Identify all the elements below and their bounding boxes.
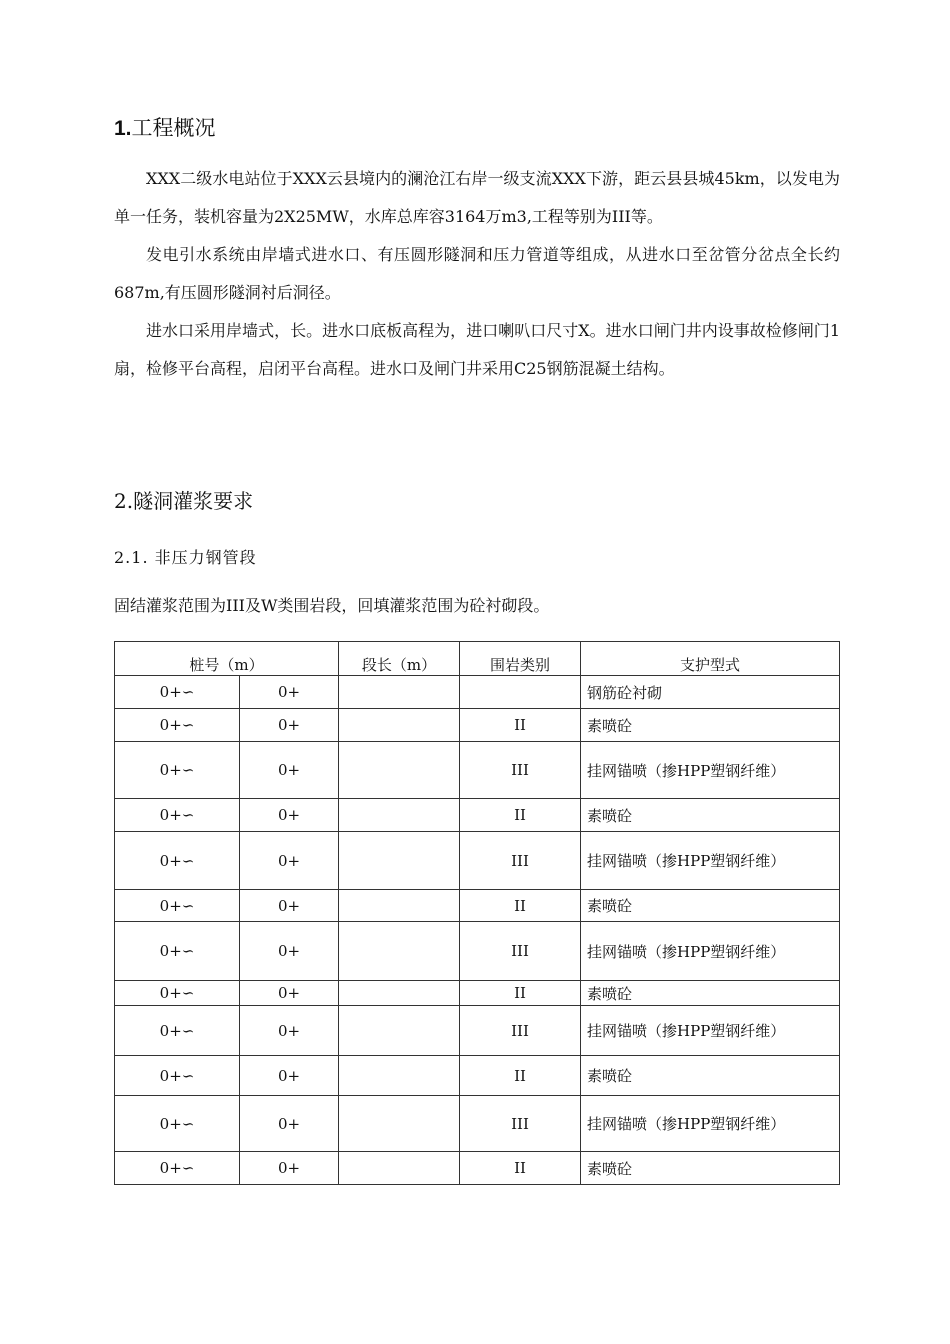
station-to-cell: 0+ [240, 676, 339, 709]
table-row [115, 799, 840, 832]
table-row [115, 676, 840, 709]
station-to-cell: 0+ [240, 799, 339, 832]
rock-class-cell: III [460, 1096, 581, 1152]
rock-class-cell: II [460, 890, 581, 922]
section-2-1-heading: 2.1. 非压力钢管段 [114, 548, 257, 567]
station-to-cell: 0+ [240, 1152, 339, 1185]
table-row [115, 1006, 840, 1056]
table-row [115, 1096, 840, 1152]
station-to-cell: 0+ [240, 981, 339, 1006]
station-from-cell: 0+∽ [115, 832, 240, 890]
station-to-cell: 0+ [240, 890, 339, 922]
station-to-cell: 0+ [240, 832, 339, 890]
support-type-cell: 素喷砼 [581, 981, 840, 1006]
support-type-cell: 钢筋砼衬砌 [581, 676, 840, 709]
paragraph: 发电引水系统由岸墙式进水口、有压圆形隧洞和压力管道等组成，从进水口至岔管分岔点全长约687m,有压圆形隧洞衬后洞径。 [114, 245, 840, 302]
rock-class-cell: II [460, 799, 581, 832]
support-type-cell: 挂网锚喷（掺HPP塑钢纤维） [581, 742, 840, 799]
station-to-cell: 0+ [240, 1006, 339, 1056]
header-length: 段长（m） [339, 642, 460, 676]
rock-class-cell: II [460, 1056, 581, 1096]
rock-class-cell: III [460, 742, 581, 799]
station-to-cell: 0+ [240, 709, 339, 742]
table-row [115, 1152, 840, 1185]
station-from-cell: 0+∽ [115, 890, 240, 922]
station-from-cell: 0+∽ [115, 981, 240, 1006]
section-2-heading: 2.隧洞灌浆要求 [114, 489, 254, 513]
paragraph: 进水口采用岸墙式，长。进水口底板高程为，进口喇叭口尺寸X。进水口闸门井内设事故检修闸门1扇，检修平台高程，启闭平台高程。进水口及闸门井采用C25钢筋混凝土结构。 [114, 321, 840, 378]
length-cell [339, 1152, 460, 1185]
station-from-cell: 0+∽ [115, 1152, 240, 1185]
length-cell [339, 832, 460, 890]
station-from-cell: 0+∽ [115, 1006, 240, 1056]
section-1-title: 工程概况 [131, 116, 216, 140]
support-type-cell: 素喷砼 [581, 890, 840, 922]
support-type-cell: 挂网锚喷（掺HPP塑钢纤维） [581, 922, 840, 981]
station-from-cell: 0+∽ [115, 799, 240, 832]
support-type-cell: 挂网锚喷（掺HPP塑钢纤维） [581, 1006, 840, 1056]
header-station: 桩号（m） [115, 642, 339, 676]
length-cell [339, 1096, 460, 1152]
paragraph: XXX二级水电站位于XXX云县境内的澜沧江右岸一级支流XXX下游，距云县县城45km，以发电为单一任务，装机容量为2X25MW，水库总库容3164万m3,工程等别为III等。 [114, 169, 840, 226]
station-from-cell: 0+∽ [115, 1096, 240, 1152]
length-cell [339, 981, 460, 1006]
table-row [115, 709, 840, 742]
station-to-cell: 0+ [240, 1056, 339, 1096]
support-type-cell: 素喷砼 [581, 709, 840, 742]
table-row [115, 890, 840, 922]
length-cell [339, 709, 460, 742]
support-table [114, 641, 840, 1185]
length-cell [339, 1006, 460, 1056]
rock-class-cell: II [460, 709, 581, 742]
support-type-cell: 素喷砼 [581, 1056, 840, 1096]
section-1-number: 1. [114, 117, 132, 140]
length-cell [339, 922, 460, 981]
station-to-cell: 0+ [240, 922, 339, 981]
length-cell [339, 676, 460, 709]
rock-class-cell: II [460, 1152, 581, 1185]
support-type-cell: 挂网锚喷（掺HPP塑钢纤维） [581, 1096, 840, 1152]
header-rock-class: 围岩类别 [460, 642, 581, 676]
length-cell [339, 890, 460, 922]
grouting-scope-note: 固结灌浆范围为III及W类围岩段，回填灌浆范围为砼衬砌段。 [114, 596, 550, 615]
rock-class-cell [460, 676, 581, 709]
station-from-cell: 0+∽ [115, 709, 240, 742]
overview-text [114, 160, 840, 388]
table-header-row [115, 642, 840, 676]
station-to-cell: 0+ [240, 742, 339, 799]
support-type-cell: 素喷砼 [581, 1152, 840, 1185]
table-row [115, 981, 840, 1006]
table-row [115, 922, 840, 981]
station-from-cell: 0+∽ [115, 922, 240, 981]
length-cell [339, 742, 460, 799]
rock-class-cell: II [460, 981, 581, 1006]
section-1-heading [114, 114, 216, 143]
table-row [115, 832, 840, 890]
station-from-cell: 0+∽ [115, 742, 240, 799]
table-row [115, 742, 840, 799]
table-row [115, 1056, 840, 1096]
length-cell [339, 1056, 460, 1096]
station-to-cell: 0+ [240, 1096, 339, 1152]
station-from-cell: 0+∽ [115, 1056, 240, 1096]
support-type-cell: 挂网锚喷（掺HPP塑钢纤维） [581, 832, 840, 890]
header-support-type: 支护型式 [581, 642, 840, 676]
rock-class-cell: III [460, 832, 581, 890]
rock-class-cell: III [460, 922, 581, 981]
station-from-cell: 0+∽ [115, 676, 240, 709]
support-type-cell: 素喷砼 [581, 799, 840, 832]
table-body [115, 676, 840, 1185]
rock-class-cell: III [460, 1006, 581, 1056]
length-cell [339, 799, 460, 832]
